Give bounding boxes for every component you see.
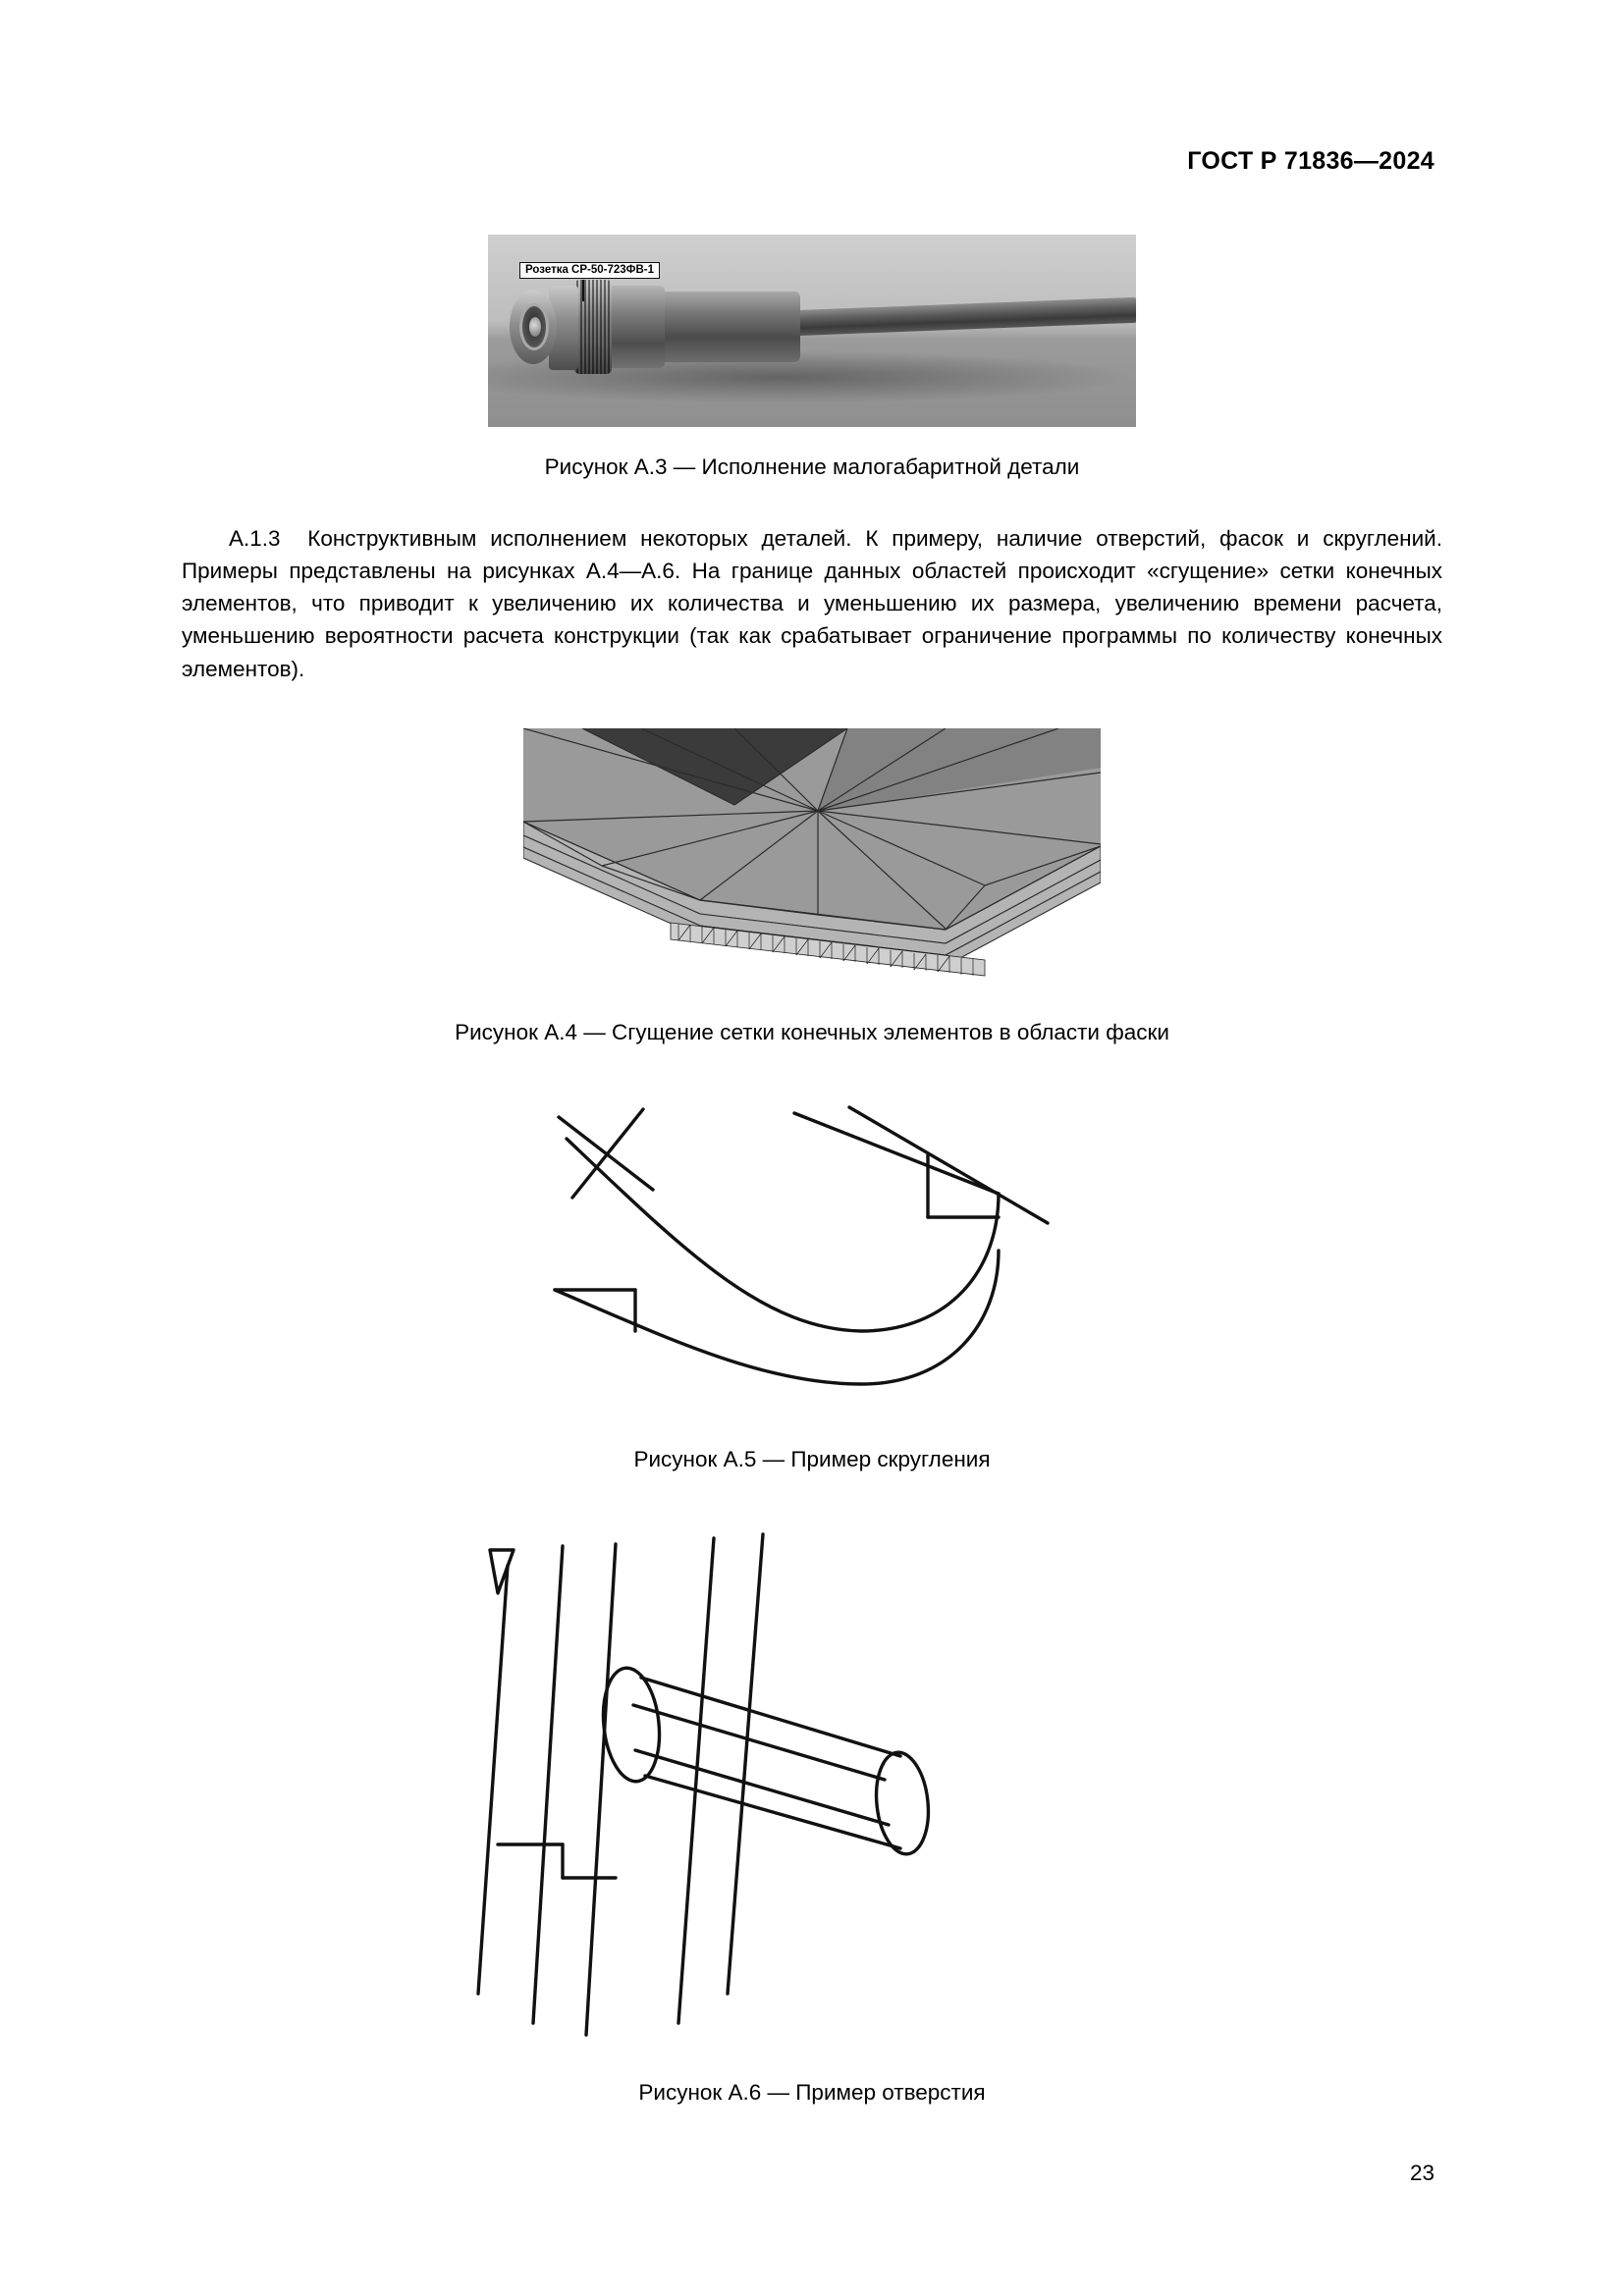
figure-a4-caption: Рисунок А.4 — Сгущение сетки конечных элементов в области фаски <box>455 1019 1169 1044</box>
fillet-sketch-svg <box>537 1103 1087 1398</box>
figure-a5-image <box>537 1103 1087 1398</box>
figure-a3-image <box>488 235 1136 427</box>
connector-body-rear <box>653 292 800 362</box>
clause-a13-paragraph <box>182 522 1442 684</box>
fem-mesh-svg <box>523 728 1101 977</box>
clause-a13-body: Конструктивным исполнением некоторых деталей. К примеру, наличие отверстий, фасок и скруглений. Примеры представлены на рисунках А.4—А.6. На границе данных областей происходит «сгущение» сетки конечных элементов, что приводит к увеличению их количества и уменьшению их размера, увеличению времени расчета, уменьшению вероятности расчета конструкции (так как срабатывает ограничение программы по количеству конечных элементов). <box>182 526 1442 681</box>
figure-a4-block <box>182 685 1442 1046</box>
connector-body-mid <box>604 286 665 368</box>
connector-part-label: Розетка СР-50-723ФВ-1 <box>519 262 660 279</box>
hole-sketch-svg <box>468 1532 1156 2043</box>
connector-cable <box>773 297 1136 337</box>
figure-a4-image <box>523 728 1101 977</box>
figure-a3-block <box>182 176 1442 481</box>
connector-knurled-nut <box>574 280 612 374</box>
figure-a3-caption: Рисунок А.3 — Исполнение малогабаритной детали <box>544 454 1080 479</box>
figure-a6-caption: Рисунок А.6 — Пример отверстия <box>638 2080 986 2106</box>
page-number: 23 <box>1409 2161 1435 2185</box>
figure-a5-caption: Рисунок А.5 — Пример скругления <box>633 1446 991 1471</box>
page-header: ГОСТ Р 71836—2024 <box>1187 147 1435 175</box>
figure-a6-block <box>182 1473 1442 2107</box>
figure-a5-block <box>182 1046 1442 1473</box>
connector-center-pin <box>529 317 541 337</box>
connector-label-leader <box>582 280 584 301</box>
figure-a6-image <box>468 1532 1156 2043</box>
clause-a13-number: А.1.3 <box>229 526 281 552</box>
clause-a13-text <box>182 522 1442 684</box>
